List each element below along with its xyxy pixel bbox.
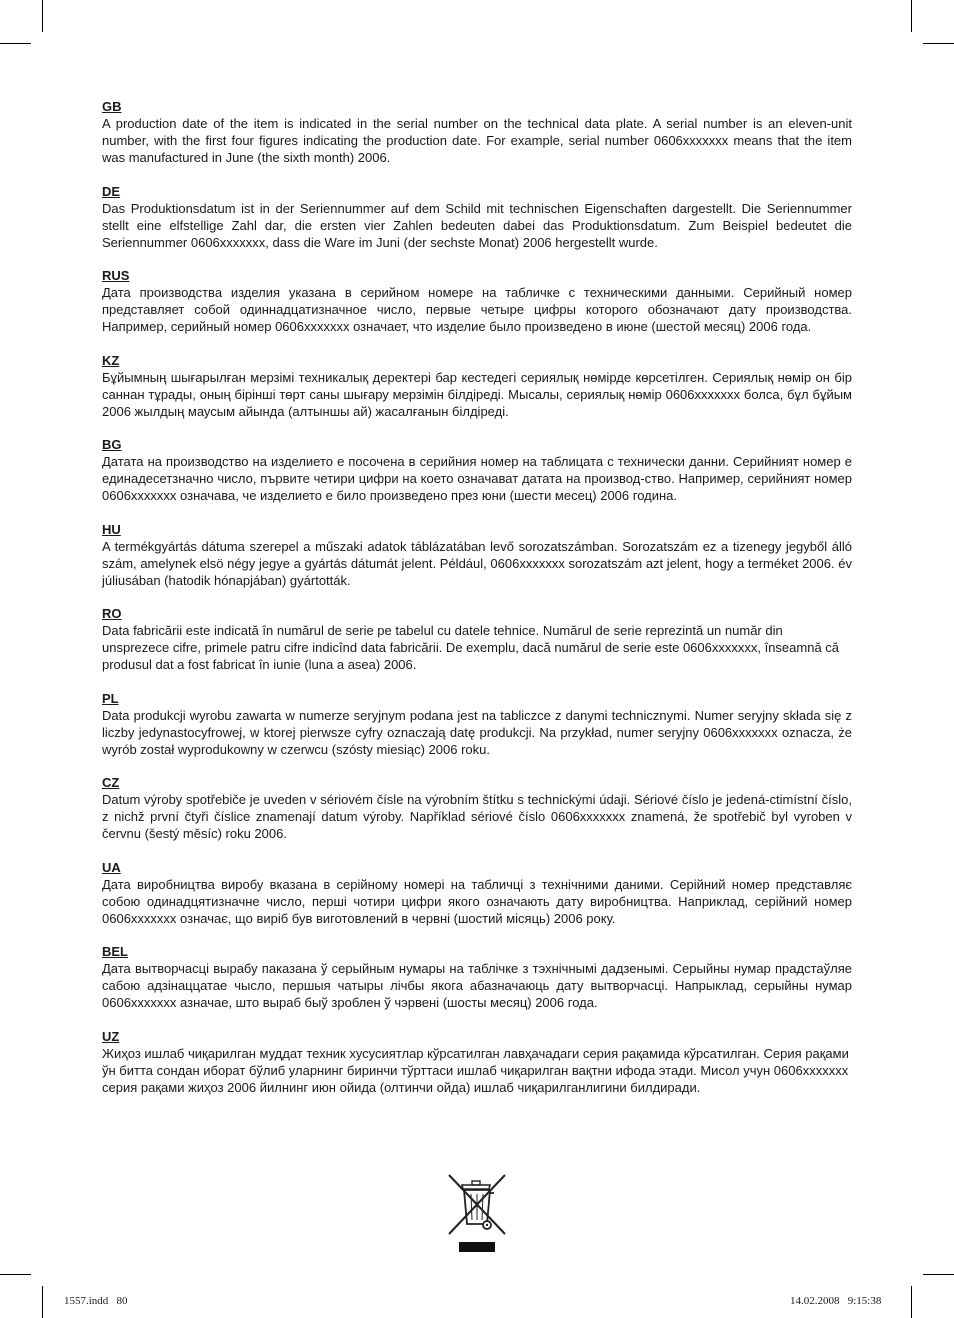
footer-file-label: 1557.indd 80 xyxy=(64,1295,128,1307)
section-text: A production date of the item is indicated in the serial number on the technical data plate. A serial number is an eleven-unit number, with the first four figures indicating the production date. For example, serial number 0606xxxxxxx means that the item was manufactured in June (the sixth month) 2006. xyxy=(102,116,852,165)
section-text: Дата вытворчасці вырабу паказана ў серыйным нумары на таблічке з тэхнічнымі дадзенымі. Серыйны нумар прадстаўляе сабою адзінаццатае чысло, першыя чатыры лічбы якога абазначаюць дату вытворчасці. Напрыклад, серыйны нумар 0606xxxxxxx азначае, што выраб быў зроблен ў чэрвені (шосты месяц) 2006 года. xyxy=(102,961,852,1010)
section-text: A termékgyártás dátuma szerepel a műszaki adatok táblázatában levő sorozatszámban. Sorozatszám ez a tizenegy jegyből álló szám, amelynek elsö négy jegye a gyártás dátumát jelent. Például, 0606xxxxxxx sorozatszám azt jelent, hogy a terméket 2006. év júliusában (hatodik hónapjában) gyártották. xyxy=(102,538,852,588)
crop-mark-bottom-right-vertical xyxy=(911,1286,912,1318)
crop-mark-top-right-vertical xyxy=(911,0,912,32)
crop-mark-bottom-left-horizontal xyxy=(0,1274,31,1275)
section-text: Das Produktionsdatum ist in der Seriennummer auf dem Schild mit technischen Eigenschaften dargestellt. Die Seriennummer stellt eine elfstellige Zahl dar, die ersten vier Zahlen bedeuten dabei das Produktionsdatum. Zum Beispiel bedeutet die Seriennummer 0606xxxxxxx, dass die Ware im Juni (der sechste Monat) 2006 hergestellt wurde. xyxy=(102,200,852,250)
section-de xyxy=(102,183,852,251)
section-ua xyxy=(102,859,852,927)
language-code: BEL xyxy=(102,944,128,959)
language-code: HU xyxy=(102,521,121,537)
section-text: Дата виробництва виробу вказана в серійному номері на табличці з технічними даними. Серійний номер представляє собою одинадцятизначне число, перші чотири цифри якого означають дату виробництва. Наприклад, серійний номер 0606xxxxxxx означає, що виріб був виготовлений в червні (шостий місяць) 2006 року. xyxy=(102,876,852,926)
crop-mark-top-left-vertical xyxy=(42,0,43,32)
section-text: Дата производства изделия указана в серийном номере на табличке с техническими данными. Серийный номер представляет собой одиннадцатизначное число, первые четыре цифры которого обозначают дату производства. Например, серийный номер 0606xxxxxxx означает, что изделие было произведено в июне (шестой месяц) 2006 года. xyxy=(102,285,852,334)
section-text: Жиҳоз ишлаб чиқарилган муддат техник хусусиятлар кўрсатилган лавҳачадаги серия рақамида кўрсатилган. Серия рақами ўн битта сондан иборат бўлиб уларнинг биринчи тўрттаси ишлаб чиқарилган вақтни ифода этади. Мисол учун 0606xxxxxxx серия рақами жиҳоз 2006 йилнинг июн ойида (олтинчи ойда) ишлаб чиқарилганлигини билдиради. xyxy=(102,1045,849,1095)
section-bel xyxy=(102,943,852,1011)
section-pl xyxy=(102,690,852,758)
section-kz xyxy=(102,352,852,420)
section-hu xyxy=(102,521,852,589)
section-text: Датата на производство на изделието е посочена в серийния номер на таблицата с технически данни. Серийният номер е единадесетзначно число, първите четири цифри на което означават датата на производ-ство. Например, серийният номер 0606xxxxxxx означава, че изделието е било произведено през юни (шести месец) 2006 година. xyxy=(102,454,852,503)
language-code: RUS xyxy=(102,268,130,283)
language-code: GB xyxy=(102,99,122,114)
section-bg xyxy=(102,436,852,504)
language-code: CZ xyxy=(102,775,120,790)
crop-mark-top-right-horizontal xyxy=(923,43,954,44)
crop-mark-bottom-right-horizontal xyxy=(923,1274,954,1275)
section-text: Data fabricării este indicată în numărul de serie pe tabelul cu datele tehnice. Numărul de serie reprezintă un număr din unsprezece cifre, primele patru cifre indicînd data fabricării. De exemplu, dacă numărul de serie este 0606xxxxxxx, înseamnă că produsul dat a fost fabricat în iunie (luna a asea) 2006. xyxy=(102,623,840,672)
language-code: UZ xyxy=(102,1028,120,1044)
section-text: Datum výroby spotřebiče je uveden v sériovém čísle na výrobním štítku s technickými údaji. Sériové číslo je jedená-ctimístní číslo, z nichž první čtyři číslice znamenají datum výroby. Například sériové číslo 0606xxxxxxx znamená, že spotřebič byl vyroben v červnu (šestý měsíc) roku 2006. xyxy=(102,792,852,841)
crop-mark-bottom-left-vertical xyxy=(42,1286,43,1318)
language-code: RO xyxy=(102,606,122,621)
section-text: Data produkcji wyrobu zawarta w numerze seryjnym podana jest na tabliczce z danymi technicznymi. Numer seryjny składa się z liczby jedynastocyfrowej, w ktorej pierwsze cyfry oznaczają datę produkcji. Na przykład, numer seryjny 0606xxxxxxx oznacza, że wyrób został wyprodukowny w czerwcu (szósty miesiąc) 2006 roku. xyxy=(102,707,852,757)
crossed-out-wheelie-bin-icon xyxy=(445,1173,509,1253)
section-cz xyxy=(102,774,852,842)
section-rus xyxy=(102,267,852,335)
language-code: PL xyxy=(102,690,119,706)
language-code: UA xyxy=(102,859,121,875)
footer-timestamp: 14.02.2008 9:15:38 xyxy=(790,1295,882,1307)
section-text: Бұйымның шығарылған мерзімі техникалық деректері бар кестедегі сериялық нөмірде көрсетілген. Сериялық нөмір он бір саннан тұрады, оның бірінші төрт саны шығару мерзімін білдіреді. Мысалы, сериялық нөмір 0606xxxxxxx болса, бұл бұйым 2006 жылдың маусым айында (алтыншы ай) жасалғанын білдіреді. xyxy=(102,369,852,419)
language-code: BG xyxy=(102,437,122,452)
language-code: KZ xyxy=(102,352,120,368)
section-gb xyxy=(102,98,852,166)
language-code: DE xyxy=(102,183,121,199)
document-body xyxy=(102,98,852,1112)
section-uz xyxy=(102,1028,852,1096)
crop-mark-top-left-horizontal xyxy=(0,43,31,44)
section-ro xyxy=(102,605,852,673)
